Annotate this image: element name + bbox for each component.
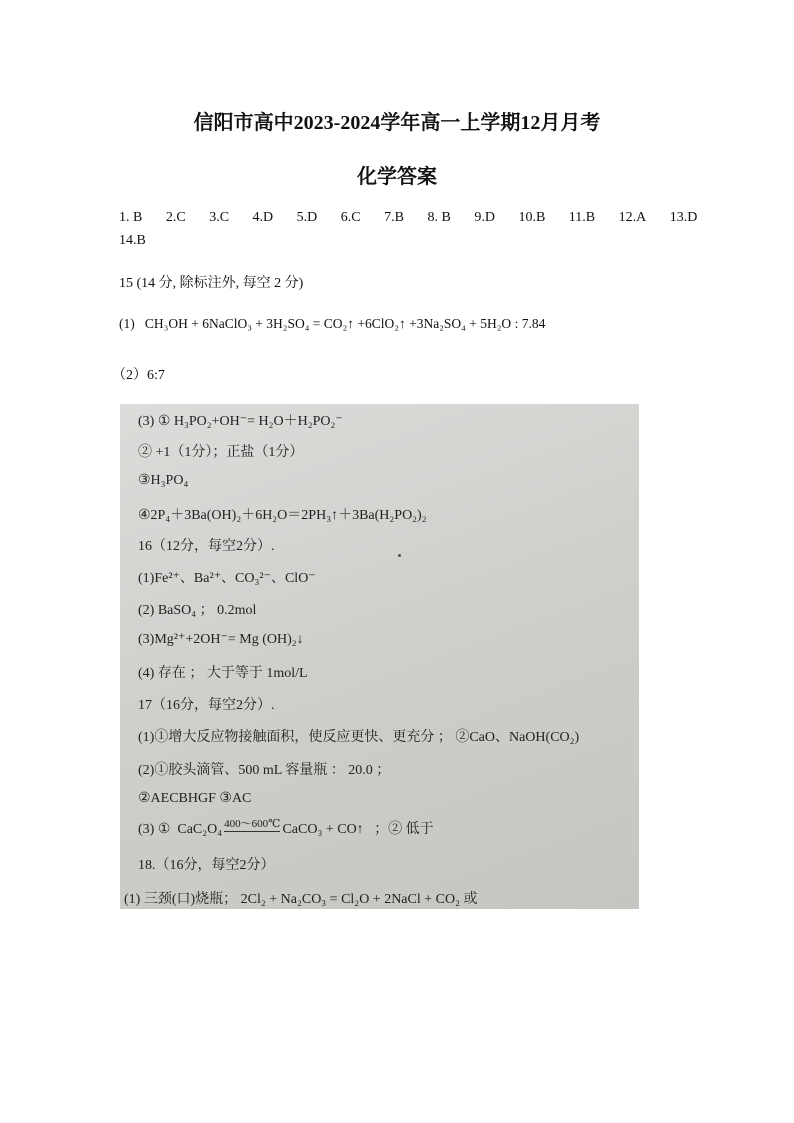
- reaction-condition: 400～600℃: [224, 818, 281, 831]
- mc-answer: 10.B: [518, 210, 546, 225]
- mc-answer: 7.B: [384, 210, 404, 225]
- mc-answers-row-2: [119, 233, 146, 249]
- photo-line: 17（16分，每空2分）.: [138, 698, 275, 713]
- q18-heading: 18.（16分，每空2分）: [138, 858, 275, 873]
- q17-tail: ；② 低于: [374, 822, 434, 837]
- mc-answer: 14.B: [119, 233, 146, 248]
- photo-line: ② +1（1分）；正盐（1分）: [138, 445, 304, 460]
- mc-answer: 6.C: [340, 210, 361, 225]
- mc-answer: 3.C: [209, 210, 230, 225]
- mc-answer: 8. B: [427, 210, 451, 225]
- mc-answers-row-1: [119, 210, 697, 226]
- speck: [398, 554, 401, 557]
- mc-answer: 5.D: [296, 210, 318, 225]
- photo-line: (2)①胶头滴管、500 mL 容量瓶 ： 20.0 ；: [138, 763, 391, 778]
- q17-reactant: CaC₂O₄: [177, 822, 223, 837]
- photo-line: (1)①增大反应物接触面积，使反应更快、更充分 ； ②CaO、NaOH(CO₂): [138, 730, 580, 745]
- photo-line: (3)Mg²⁺+2OH⁻= Mg (OH)₂↓: [138, 632, 304, 647]
- mc-answer: 1. B: [119, 210, 143, 225]
- q17-product: CaCO₃ + CO↑: [282, 822, 364, 837]
- q18-part-1: (1) 三颈(口)烧瓶； 2Cl₂ + Na₂CO₃ = Cl₂O + 2NaCl + CO₂ 或: [124, 892, 478, 907]
- document-title: 信阳市高中2023-2024学年高一上学期12月月考: [193, 112, 601, 134]
- document-subtitle: 化学答案: [357, 166, 437, 188]
- mc-answer: 11.B: [568, 210, 596, 225]
- photo-line: ④2P₄＋3Ba(OH)₂＋6H₂O＝2PH₃↑＋3Ba(H₂PO₂)₂: [138, 508, 427, 523]
- q17-part-3: [138, 818, 434, 840]
- q15-part-2: （2）6:7: [112, 368, 165, 383]
- q15-part-1-value: : 7.84: [514, 316, 546, 331]
- q15-equation: CH₃OH + 6NaClO₃ + 3H₂SO₄ = CO₂↑ +6ClO₂↑ +3Na₂SO₄ + 5H₂O: [144, 316, 512, 331]
- q15-part-1-label: (1): [119, 316, 135, 331]
- photo-line: (1)Fe²⁺、Ba²⁺、CO₃²⁻、ClO⁻: [138, 571, 316, 586]
- q17-part-3-label: (3) ①: [138, 822, 171, 837]
- q15-heading: 15 (14 分, 除标注外, 每空 2 分): [119, 276, 304, 291]
- answer-photo: [120, 404, 639, 909]
- photo-line: ②AECBHGF ③AC: [138, 791, 252, 806]
- q15-part-1: [119, 316, 545, 332]
- photo-line: (4) 存在 ； 大于等于 1mol/L: [138, 666, 308, 681]
- photo-line: (2) BaSO₄ ； 0.2mol: [138, 603, 257, 618]
- mc-answer: 4.D: [252, 210, 274, 225]
- mc-answer: 9.D: [474, 210, 495, 225]
- photo-line: (3) ① H₃PO₂+OH⁻= H₂O＋H₂PO₂⁻: [138, 414, 343, 429]
- photo-line: ③H₃PO₄: [138, 473, 189, 488]
- photo-line: 16（12分，每空2分）.: [138, 539, 275, 554]
- mc-answer: 12.A: [618, 210, 647, 225]
- mc-answer: 2.C: [165, 210, 186, 225]
- mc-answer: 13.D: [669, 210, 698, 225]
